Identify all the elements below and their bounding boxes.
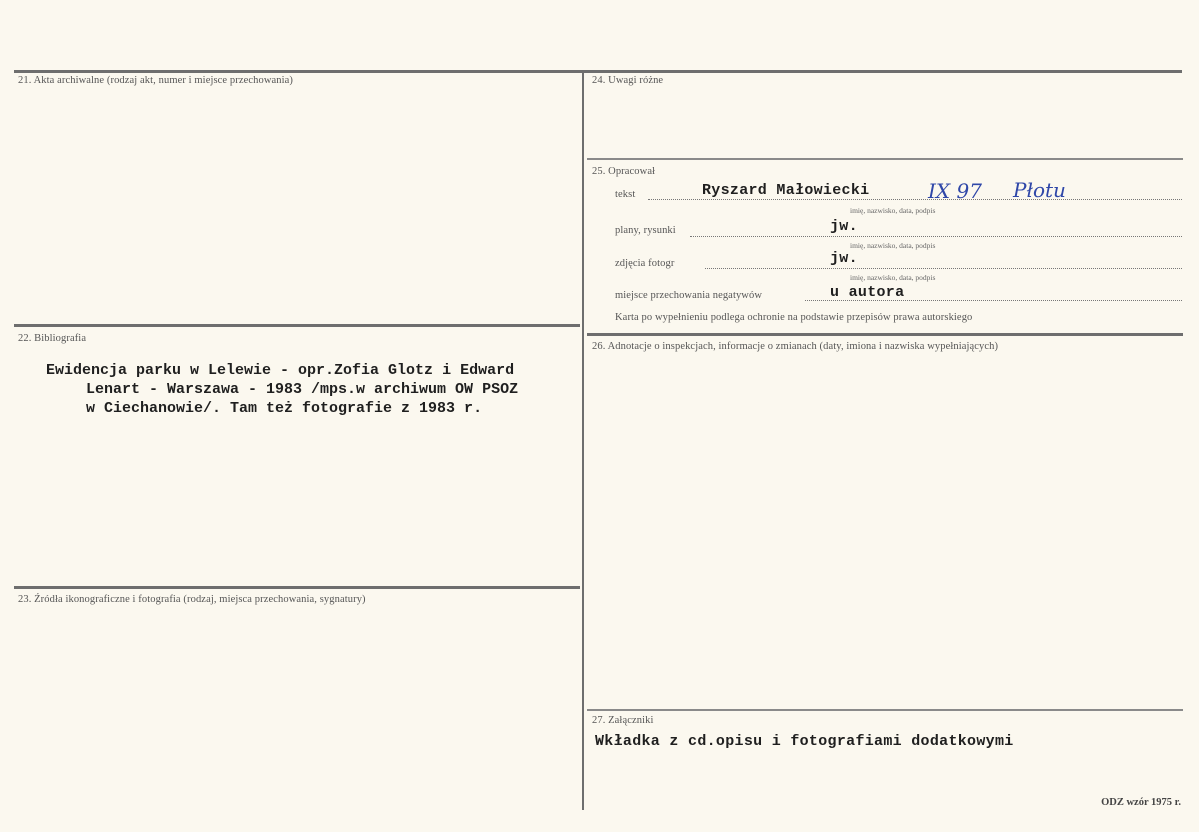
section-25-label: 25. Opracował [592, 166, 656, 177]
tekst-date-handwritten: IX 97 [928, 179, 982, 203]
plany-value: jw. [830, 218, 858, 235]
negatyw-label: miejsce przechowania negatywów [615, 290, 763, 301]
section-24-label: 24. Uwagi różne [592, 75, 664, 86]
section-21-label: 21. Akta archiwalne (rodzaj akt, numer i miejsce przechowania) [18, 75, 294, 86]
divider-25-26 [587, 333, 1183, 336]
divider-24-25 [587, 158, 1183, 160]
zdjecia-value: jw. [830, 250, 858, 267]
zdjecia-dotted-line [705, 268, 1182, 269]
tekst-label: tekst [615, 189, 636, 200]
top-border [14, 70, 1182, 73]
section-27-label: 27. Załączniki [592, 715, 654, 726]
bibliography-line-1: Ewidencja parku w Lelewie - opr.Zofia Glotz i Edward [46, 362, 515, 379]
section-23-label: 23. Źródła ikonograficzne i fotografia (rodzaj, miejsca przechowania, sygnatury) [18, 594, 366, 605]
attachments-value: Wkładka z cd.opisu i fotografiami dodatkowymi [595, 733, 1014, 750]
column-divider [582, 70, 584, 810]
form-template-footer: ODZ wzór 1975 r. [1101, 797, 1181, 808]
section-26-label: 26. Adnotacje o inspekcjach, informacje o zmianach (daty, imiona i nazwiska wypełniających) [592, 341, 999, 352]
tekst-dotted-line [648, 199, 1182, 200]
divider-21-22 [14, 324, 580, 327]
tekst-caption: imię, nazwisko, data, podpis [850, 206, 936, 215]
tekst-signature: Płotu [1013, 178, 1066, 202]
section-22-label: 22. Bibliografia [18, 333, 87, 344]
copyright-notice: Karta po wypełnieniu podlega ochronie na podstawie przepisów prawa autorskiego [615, 312, 973, 323]
divider-22-23 [14, 586, 580, 589]
plany-dotted-line [690, 236, 1182, 237]
plany-caption: imię, nazwisko, data, podpis [850, 241, 936, 250]
plany-label: plany, rysunki [615, 225, 676, 236]
bibliography-text [46, 361, 576, 418]
bibliography-line-2: Lenart - Warszawa - 1983 /mps.w archiwum OW PSOZ [86, 381, 519, 398]
negatyw-value: u autora [830, 284, 905, 301]
zdjecia-label: zdjęcia fotogr [615, 258, 675, 269]
divider-26-27 [587, 709, 1183, 711]
zdjecia-caption: imię, nazwisko, data, podpis [850, 273, 936, 282]
tekst-value: Ryszard Małowiecki [702, 182, 870, 199]
bibliography-line-3: w Ciechanowie/. Tam też fotografie z 1983 r. [86, 400, 483, 417]
